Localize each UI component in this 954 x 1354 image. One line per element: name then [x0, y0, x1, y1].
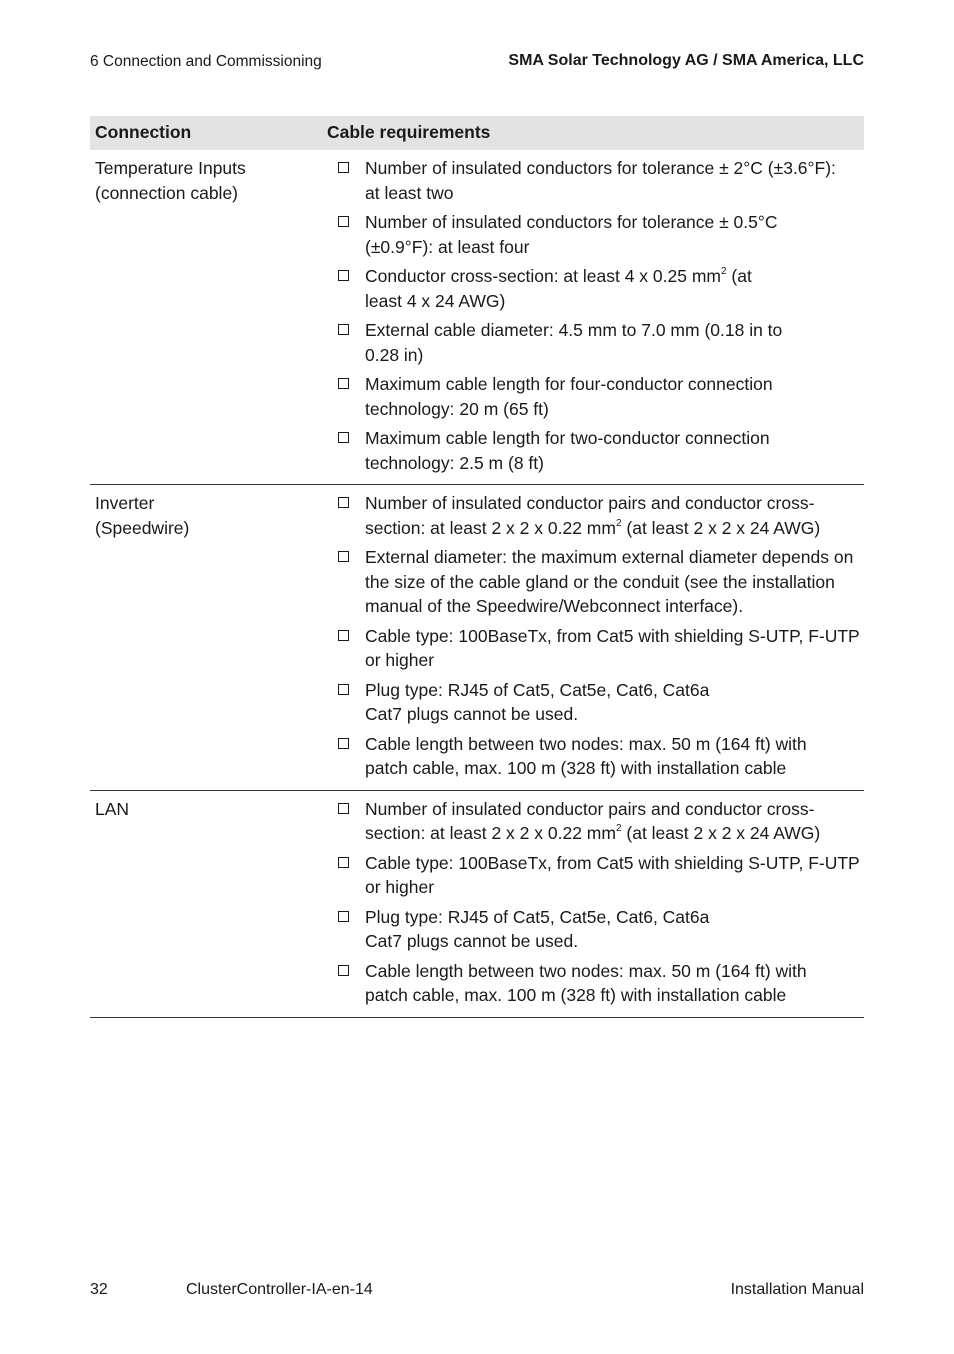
requirements-cell: [327, 154, 864, 480]
requirement-text: 0.28 in): [365, 344, 424, 365]
requirement-text: or higher: [365, 650, 435, 670]
requirement-text: Number of insulated conductor pairs and conductor cross-: [365, 798, 815, 819]
requirement-text: External cable diameter: 4.5 mm to 7.0 mm (0.18 in to: [365, 320, 783, 340]
requirement-text: technology: 20 m (65 ft): [365, 398, 549, 419]
requirements-cell: [327, 795, 864, 1013]
requirement-text: Cat7 plugs cannot be used.: [365, 704, 579, 724]
cable-requirements-table: [90, 116, 864, 1018]
footer-document-id: ClusterController-IA-en-14: [186, 1281, 373, 1298]
requirement-text: Maximum cable length for four-conductor connection: [365, 374, 773, 394]
checkbox-icon: [338, 270, 349, 281]
requirements-cell: [327, 489, 864, 786]
checkbox-icon: [338, 216, 349, 227]
requirement-text: Conductor cross-section: at least 4 x 0.25 $mm^2$ (at: [365, 266, 752, 286]
requirement-item: [327, 624, 864, 673]
checkbox-icon: [338, 162, 349, 173]
checkbox-icon: [338, 432, 349, 443]
requirement-text: Cable length between two nodes: max. 50 m (164 ft) with: [365, 733, 807, 754]
requirement-item: [327, 797, 864, 846]
connection-cell: [90, 154, 327, 480]
checkbox-icon: [338, 684, 349, 695]
requirement-item: [327, 264, 864, 313]
requirement-text: manual of the Speedwire/Webconnect interface).: [365, 596, 744, 616]
requirement-item: [327, 426, 864, 475]
footer-document-type: Installation Manual: [730, 1281, 864, 1298]
checkbox-icon: [338, 551, 349, 562]
table-row: [90, 485, 864, 791]
requirement-item: [327, 491, 864, 540]
requirement-text: Number of insulated conductors for tolerance ± 0.5°C: [365, 212, 778, 232]
requirement-item: [327, 318, 864, 367]
column-header-connection: Connection: [95, 122, 192, 142]
requirement-item: [327, 372, 864, 421]
checkbox-icon: [338, 738, 349, 749]
requirement-text: technology: 2.5 m (8 ft): [365, 452, 544, 473]
requirement-text: or higher: [365, 877, 435, 897]
requirement-text: at least two: [365, 182, 454, 203]
requirement-text: Maximum cable length for two-conductor connection: [365, 428, 770, 448]
requirement-item: [327, 156, 864, 205]
header-company: SMA Solar Technology AG / SMA America, LLC: [508, 52, 864, 69]
connection-label: (connection cable): [95, 182, 238, 203]
footer-page-number: 32: [90, 1281, 108, 1298]
requirement-text: patch cable, max. 100 m (328 ft) with installation cable: [365, 985, 787, 1005]
checkbox-icon: [338, 630, 349, 641]
requirement-item: [327, 678, 864, 727]
requirement-text: Number of insulated conductors for tolerance ± 2°C (±3.6°F):: [365, 158, 836, 178]
requirement-item: [327, 732, 864, 781]
requirement-text: least 4 x 24 AWG): [365, 290, 506, 311]
table-row: [90, 150, 864, 485]
table-body: [90, 150, 864, 1018]
requirement-text: Cable length between two nodes: max. 50 m (164 ft) with: [365, 960, 807, 981]
connection-cell: [90, 489, 327, 786]
requirement-item: [327, 851, 864, 900]
connection-label: Inverter: [95, 493, 155, 513]
requirement-text: section: at least 2 x 2 x 0.22 $mm^2$ (at least 2 x 2 x 24 AWG): [365, 517, 821, 538]
requirement-text: the size of the cable gland or the conduit (see the installation: [365, 571, 835, 592]
requirement-item: [327, 210, 864, 259]
requirement-text: Number of insulated conductor pairs and conductor cross-: [365, 493, 815, 513]
connection-label: Temperature Inputs: [95, 158, 246, 178]
requirement-text: patch cable, max. 100 m (328 ft) with installation cable: [365, 758, 787, 778]
requirement-text: (±0.9°F): at least four: [365, 236, 530, 257]
checkbox-icon: [338, 803, 349, 814]
table-header: [90, 116, 864, 150]
table-row: [90, 791, 864, 1018]
requirement-text: section: at least 2 x 2 x 0.22 $mm^2$ (at least 2 x 2 x 24 AWG): [365, 823, 821, 843]
header-section-title: 6 Connection and Commissioning: [90, 53, 322, 70]
requirement-item: [327, 905, 864, 954]
checkbox-icon: [338, 857, 349, 868]
checkbox-icon: [338, 378, 349, 389]
requirement-text: Plug type: RJ45 of Cat5, Cat5e, Cat6, Cat6a: [365, 679, 710, 700]
requirement-text: External diameter: the maximum external diameter depends on: [365, 547, 854, 567]
connection-cell: [90, 795, 327, 1013]
requirement-item: [327, 959, 864, 1008]
connection-label: (Speedwire): [95, 517, 190, 538]
requirement-item: [327, 545, 864, 619]
column-header-cable-requirements: Cable requirements: [327, 122, 491, 142]
checkbox-icon: [338, 324, 349, 335]
requirement-text: Cable type: 100BaseTx, from Cat5 with shielding S-UTP, F-UTP: [365, 852, 860, 873]
requirement-text: Cable type: 100BaseTx, from Cat5 with shielding S-UTP, F-UTP: [365, 625, 860, 646]
checkbox-icon: [338, 911, 349, 922]
requirement-text: Cat7 plugs cannot be used.: [365, 931, 579, 951]
checkbox-icon: [338, 965, 349, 976]
requirement-text: Plug type: RJ45 of Cat5, Cat5e, Cat6, Cat6a: [365, 906, 710, 927]
checkbox-icon: [338, 497, 349, 508]
connection-label: LAN: [95, 798, 130, 819]
